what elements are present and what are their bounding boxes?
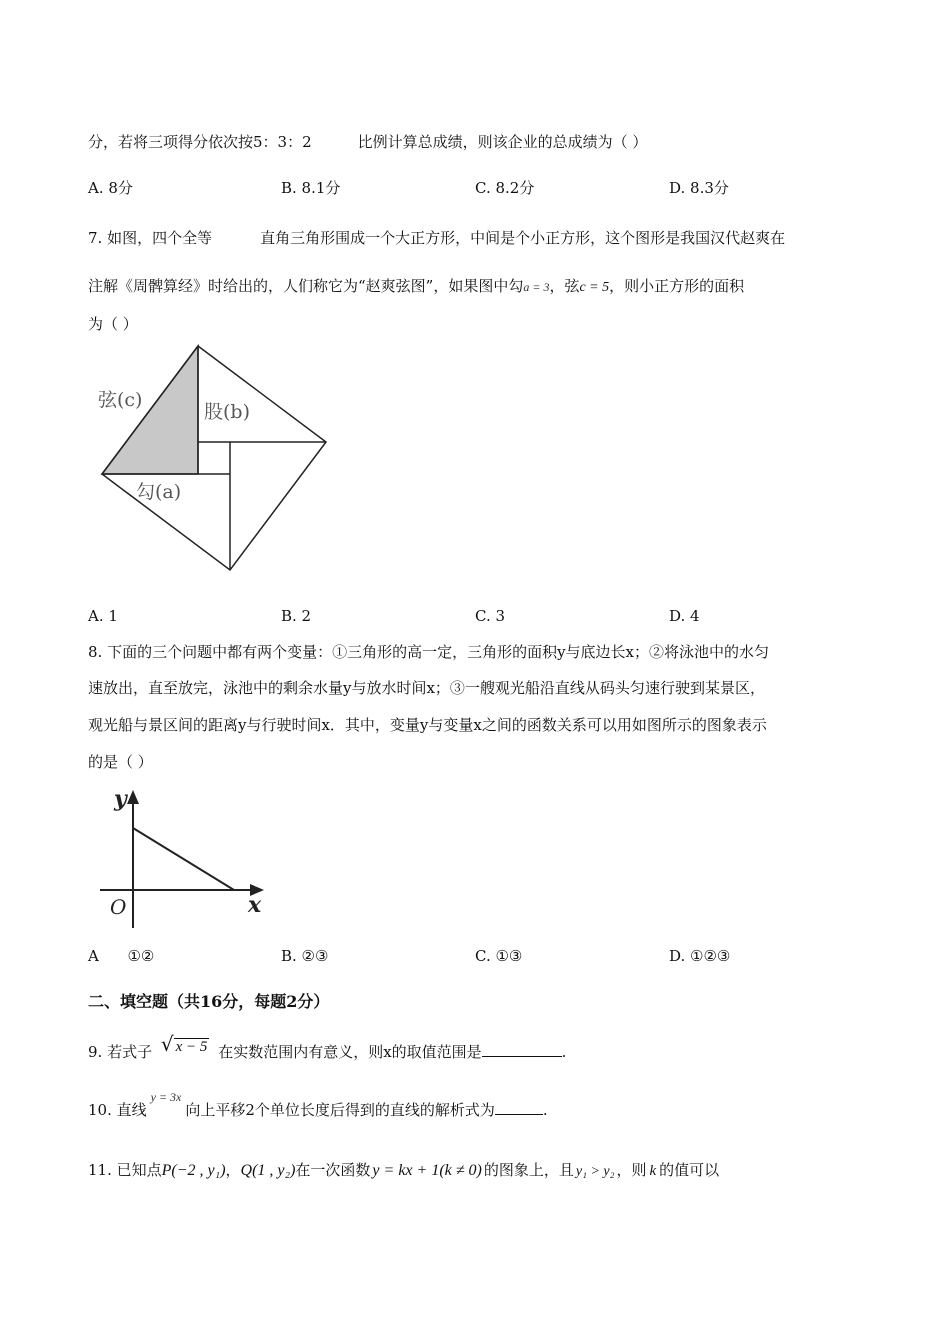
q11-inequality: y₁ > y₂ xyxy=(575,1164,615,1179)
q11-k: k xyxy=(649,1163,657,1179)
q10-suffix: 向上平移2个单位长度后得到的直线的解析式为 xyxy=(185,1101,495,1119)
q6-text-b: 比例计算总成绩，则该企业的总成绩为（ ） xyxy=(357,133,648,151)
q10-end: . xyxy=(542,1101,548,1119)
y-axis-label: y xyxy=(114,786,127,812)
section-2-title: 二、填空题（共16分，每题2分） xyxy=(88,992,330,1011)
y-axis-arrow xyxy=(127,790,139,804)
q6-text-a: 分，若将三项得分依次按5：3：2 xyxy=(88,133,312,151)
origin-label: O xyxy=(110,895,127,919)
q11-point-q: Q(1 , y₂) xyxy=(240,1162,296,1179)
q6-option-a[interactable]: A. 8分 xyxy=(88,179,133,197)
graph-line xyxy=(133,828,234,890)
q11-function: y = kx + 1(k ≠ 0) xyxy=(372,1162,482,1179)
q7-line-1a: 7. 如图，四个全等 xyxy=(88,229,213,247)
q7-option-d[interactable]: D. 4 xyxy=(669,607,700,625)
function-graph xyxy=(96,786,276,932)
q8-option-b[interactable]: B. ②③ xyxy=(281,947,329,965)
q10-prefix: 10. 直线 xyxy=(88,1101,147,1119)
label-xian: 弦(c) xyxy=(98,389,143,411)
q7-option-a[interactable]: A. 1 xyxy=(88,607,118,625)
q7-line-2c: ，则小正方形的面积 xyxy=(609,277,745,295)
q7-line-1b: 直角三角形围成一个大正方形，中间是个小正方形，这个图形是我国汉代赵爽在 xyxy=(260,229,786,247)
q11-mid: 在一次函数 xyxy=(295,1161,371,1179)
zhao-shuang-figure xyxy=(90,340,340,580)
q8-line-4: 的是（ ） xyxy=(88,753,153,771)
q8-line-3: 观光船与景区间的距离y与行驶时间x．其中，变量y与变量x之间的函数关系可以用如图所示的图象表示 xyxy=(88,716,767,734)
q9-line xyxy=(88,1032,567,1063)
q10-math: y = 3x xyxy=(150,1090,182,1104)
label-gu: 股(b) xyxy=(204,401,250,423)
q8-option-d[interactable]: D. ①②③ xyxy=(669,947,731,965)
q8-option-a[interactable]: A ①② xyxy=(88,947,155,965)
q9-suffix: 在实数范围内有意义，则x的取值范围是 xyxy=(218,1043,482,1061)
q9-prefix: 9. 若式子 xyxy=(88,1043,153,1061)
q8-option-c[interactable]: C. ①③ xyxy=(475,947,523,965)
q6-text-line xyxy=(88,132,647,152)
q7-line-2b: ，弦 xyxy=(549,277,580,295)
q7-line-2a: 注解《周髀算经》时给出的，人们称它为“赵爽弦图”，如果图中勾 xyxy=(88,277,524,295)
q8-line-1: 8. 下面的三个问题中都有两个变量：①三角形的高一定，三角形的面积y与底边长x；②将泳池中的水匀 xyxy=(88,643,770,661)
q9-end: . xyxy=(561,1043,567,1061)
q10-line xyxy=(88,1090,548,1121)
q9-blank[interactable] xyxy=(482,1042,562,1057)
q9-sqrt xyxy=(161,1034,210,1057)
q8-line-2: 速放出，直至放完，泳池中的剩余水量y与放水时间x；③一艘观光船沿直线从码头匀速行驶到某景区， xyxy=(88,679,765,697)
label-gou: 勾(a) xyxy=(136,481,182,503)
q6-option-b[interactable]: B. 8.1分 xyxy=(281,179,341,197)
q11-end: 的值可以 xyxy=(659,1161,720,1179)
q7-option-b[interactable]: B. 2 xyxy=(281,607,312,625)
q11-mid3: ，则 xyxy=(616,1161,647,1179)
sqrt-icon: √ xyxy=(160,1032,174,1056)
q11-sep: ， xyxy=(225,1161,241,1179)
q7-line-3: 为（ ） xyxy=(88,315,138,333)
q7-line-1 xyxy=(88,228,785,248)
q7-option-c[interactable]: C. 3 xyxy=(475,607,506,625)
q7-math-a: a = 3 xyxy=(523,280,550,294)
q6-option-d[interactable]: D. 8.3分 xyxy=(669,179,729,197)
x-axis-label: x xyxy=(248,892,262,918)
q7-line-2 xyxy=(88,276,744,298)
q7-math-c: c = 5 xyxy=(579,280,610,295)
q11-prefix: 11. 已知点 xyxy=(88,1161,162,1179)
q9-radicand: x − 5 xyxy=(175,1039,208,1055)
q6-option-c[interactable]: C. 8.2分 xyxy=(475,179,535,197)
q10-blank[interactable] xyxy=(495,1100,543,1115)
q11-mid2: 的图象上，且 xyxy=(483,1161,574,1179)
q11-point-p: P(−2 , y₁) xyxy=(161,1162,226,1179)
q11-line xyxy=(88,1160,719,1182)
